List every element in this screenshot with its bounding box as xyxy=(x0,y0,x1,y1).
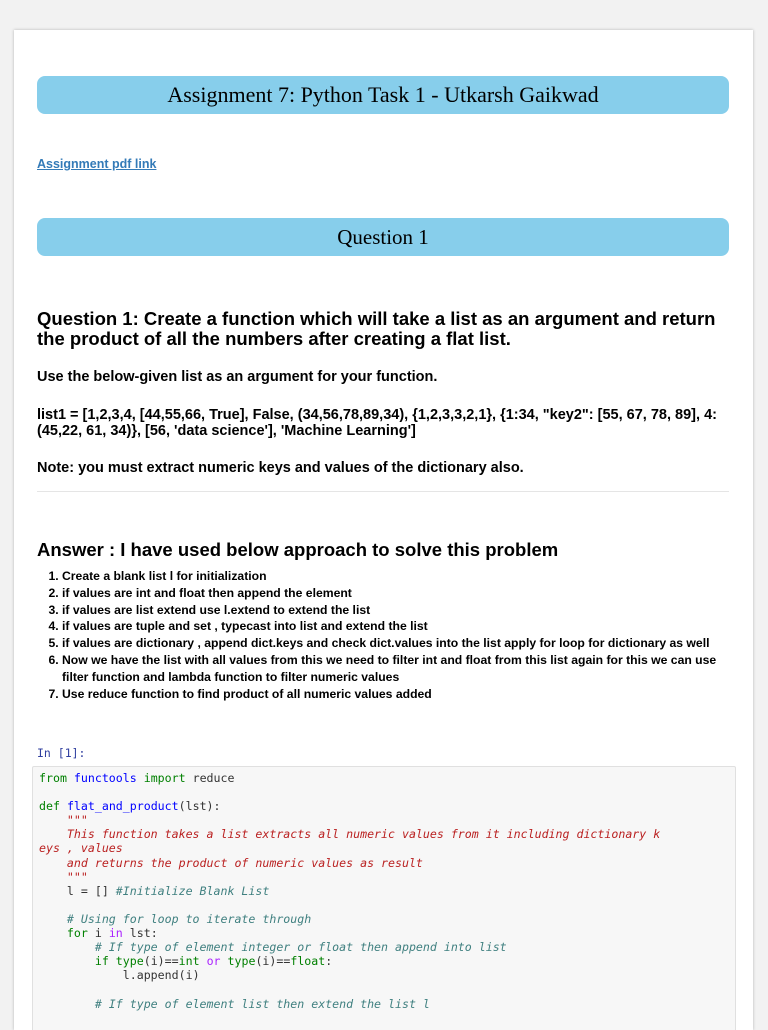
answer-heading: Answer : I have used below approach to solve this problem xyxy=(37,539,559,560)
note-text: Note: you must extract numeric keys and values of the dictionary also. xyxy=(37,460,524,476)
code-token: This function takes a list extracts all numeric values from it including dictionary k xyxy=(66,827,661,842)
code-token: # If type of element integer or float then append into list xyxy=(94,940,507,955)
code-token: """ xyxy=(66,813,88,828)
code-token: if xyxy=(94,954,109,969)
code-token: for xyxy=(66,926,88,941)
code-token: lst: xyxy=(122,926,158,941)
code-token: from xyxy=(39,771,67,785)
code-token: float xyxy=(290,954,326,969)
code-token: l.append(i) xyxy=(122,968,200,983)
code-token: # If type of element list then extend the list l xyxy=(94,996,430,1011)
section-banner xyxy=(37,218,729,256)
code-token: functools xyxy=(73,771,137,785)
code-token: (lst): xyxy=(178,799,221,814)
assignment-pdf-link[interactable]: Assignment pdf link xyxy=(37,157,157,171)
section-title: Question 1 xyxy=(337,225,429,249)
list-item: 5. if values are dictionary , append dict.keys and check dict.values into the list apply for loop for dictionary as well xyxy=(62,635,742,652)
list-item: 2. if values are int and float then append the element xyxy=(62,585,742,602)
title-banner xyxy=(37,76,729,114)
code-token: """ xyxy=(66,869,88,884)
code-token: # Using for loop to iterate through xyxy=(66,911,312,926)
code-cell[interactable] xyxy=(32,766,736,1030)
page-title: Assignment 7: Python Task 1 - Utkarsh Gaikwad xyxy=(167,82,599,107)
list-item: 1. Create a blank list l for initialization xyxy=(62,568,742,585)
question-heading: Question 1: Create a function which will take a list as an argument and return the product of all the numbers after creating a flat list. xyxy=(37,308,716,349)
code-token: or xyxy=(206,954,221,969)
list-item: 6. Now we have the list with all values from this we need to filter int and float from this list again for this we can use filter function and lambda function to filter numeric values xyxy=(62,652,742,686)
list-item: 4. if values are tuple and set , typecast into list and extend the list xyxy=(62,618,742,635)
code-token: def xyxy=(39,799,60,814)
code-token: type xyxy=(115,954,144,969)
code-token: i xyxy=(87,926,109,941)
approach-steps xyxy=(37,568,742,702)
code-token: reduce xyxy=(192,771,235,785)
divider xyxy=(37,491,729,492)
cell-prompt: In [1]: xyxy=(37,746,86,760)
code-token: (i)== xyxy=(255,954,291,969)
code-token: #Initialize Blank List xyxy=(115,883,270,898)
code-token: in xyxy=(108,926,123,941)
use-instruction: Use the below-given list as an argument for your function. xyxy=(37,369,438,385)
list-item: 3. if values are list extend use l.extend to extend the list xyxy=(62,602,742,619)
code-token: int xyxy=(178,954,200,969)
list-item: 7. Use reduce function to find product of all numeric values added xyxy=(62,686,742,703)
code-token: type xyxy=(227,954,256,969)
code-token: : xyxy=(325,954,333,969)
code-token: eys , values xyxy=(39,841,123,856)
list-definition: list1 = [1,2,3,4, [44,55,66, True], False, (34,56,78,89,34), {1,2,3,3,2,1}, {1:34, "key2": [55, 67, 78, 89], 4: (45,22, 61, 34)}, [56, 'data science'], 'Machine Learning'] xyxy=(37,407,717,439)
code-token: l = [] xyxy=(66,883,116,898)
code-token: flat_and_product xyxy=(66,799,179,814)
code-token: import xyxy=(143,771,186,785)
code-token: and returns the product of numeric values as result xyxy=(66,855,423,870)
code-block xyxy=(33,767,735,1011)
notebook-page xyxy=(14,30,753,1030)
code-token: (i)== xyxy=(143,954,179,969)
